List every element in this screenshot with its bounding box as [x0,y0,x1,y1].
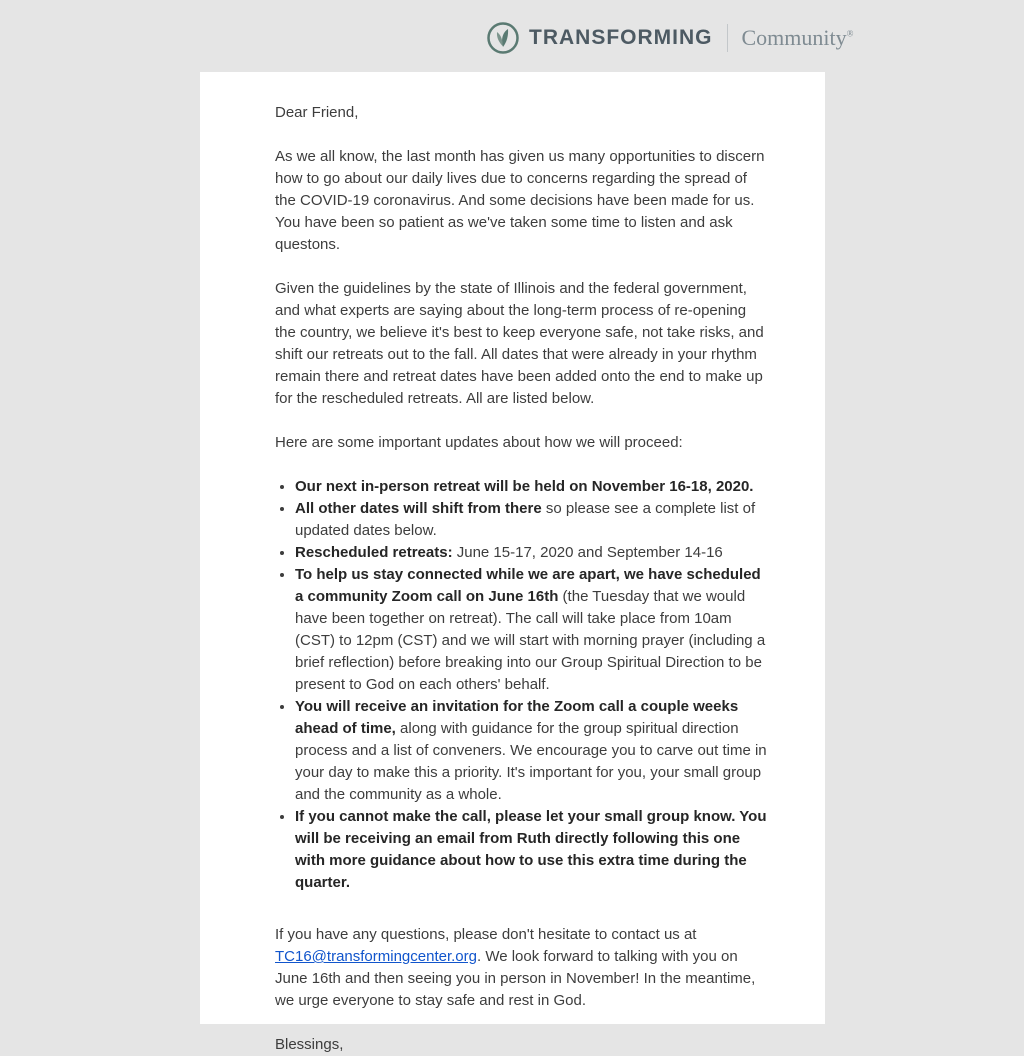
list-item-bold: You will receive an invitation for the Zoom call a couple weeks ahead of time, [295,698,739,737]
list-item-rest: along with guidance for the group spiritual direction process and a list of conveners. We encourage you to carve out time in your day to make this a priority. It's important for you, your small group and the community as a whole. [295,720,767,803]
list-item-rest: June 15-17, 2020 and September 14-16 [452,544,723,561]
email-body-card [200,72,825,1053]
paragraph-updates-lead: Here are some important updates about how we will proceed: [275,434,683,451]
list-item-rest: so please see a complete list of updated dates below. [295,500,756,539]
leaf-circle-icon [487,22,519,54]
brand-primary-text: TRANSFORMING [529,26,713,49]
list-item-bold: If you cannot make the call, please let your small group know. You will be receiving an email from Ruth directly following this one with more guidance about how to use this extra time during the quarter. [295,808,767,891]
brand-secondary-text [742,25,854,51]
list-item-bold: All other dates will shift from there [295,500,542,517]
list-item-bold: To help us stay connected while we are apart, we have scheduled a community Zoom call on June 16th [295,566,761,605]
list-item-rest: (the Tuesday that we would have been together on retreat). The call will take place from 10am (CST) to 12pm (CST) and we will start with morning prayer (including a brief reflection) before breaking into our Group Spiritual Direction to be present to God on each others' behalf. [295,588,766,693]
list-item [295,564,770,696]
list-item [295,498,770,542]
contact-email-link[interactable]: TC16@transformingcenter.org [275,948,477,965]
brand-logo [487,22,853,54]
closing-after-link: . We look forward to talking with you on June 16th and then seeing you in person in November! In the meantime, we urge everyone to stay safe and rest in God. [275,948,756,1009]
closing-before-link: If you have any questions, please don't hesitate to contact us at [275,926,697,943]
list-item [295,476,770,498]
paragraph-intro: As we all know, the last month has given us many opportunities to discern how to go about our daily lives due to concerns regarding the spread of the COVID-19 coronavirus. And some decisions have been made for us. You have been so patient as we've taken some time to listen and ask questons. [275,148,765,253]
brand-divider [727,24,728,52]
paragraph-guidelines: Given the guidelines by the state of Illinois and the federal government, and what experts are saying about the long-term process of re-opening the country, we believe it's best to keep everyone safe, not take risks, and shift our retreats out to the fall. All dates that were already in your rhythm remain there and retreat dates have been added onto the end to make up for the rescheduled retreats. All are listed below. [275,280,764,407]
header [0,0,1024,72]
list-item [295,806,770,894]
updates-list [275,476,770,894]
list-item-bold: Our next in-person retreat will be held on November 16-18, 2020. [295,478,754,495]
list-item [295,542,770,564]
list-item-bold: Rescheduled retreats: [295,544,453,561]
registered-mark: ® [846,28,854,39]
list-item [295,696,770,806]
paragraph-closing [275,924,770,1012]
brand-secondary-word: Community [741,25,847,50]
signoff: Blessings, [275,1036,344,1053]
salutation: Dear Friend, [275,104,359,121]
